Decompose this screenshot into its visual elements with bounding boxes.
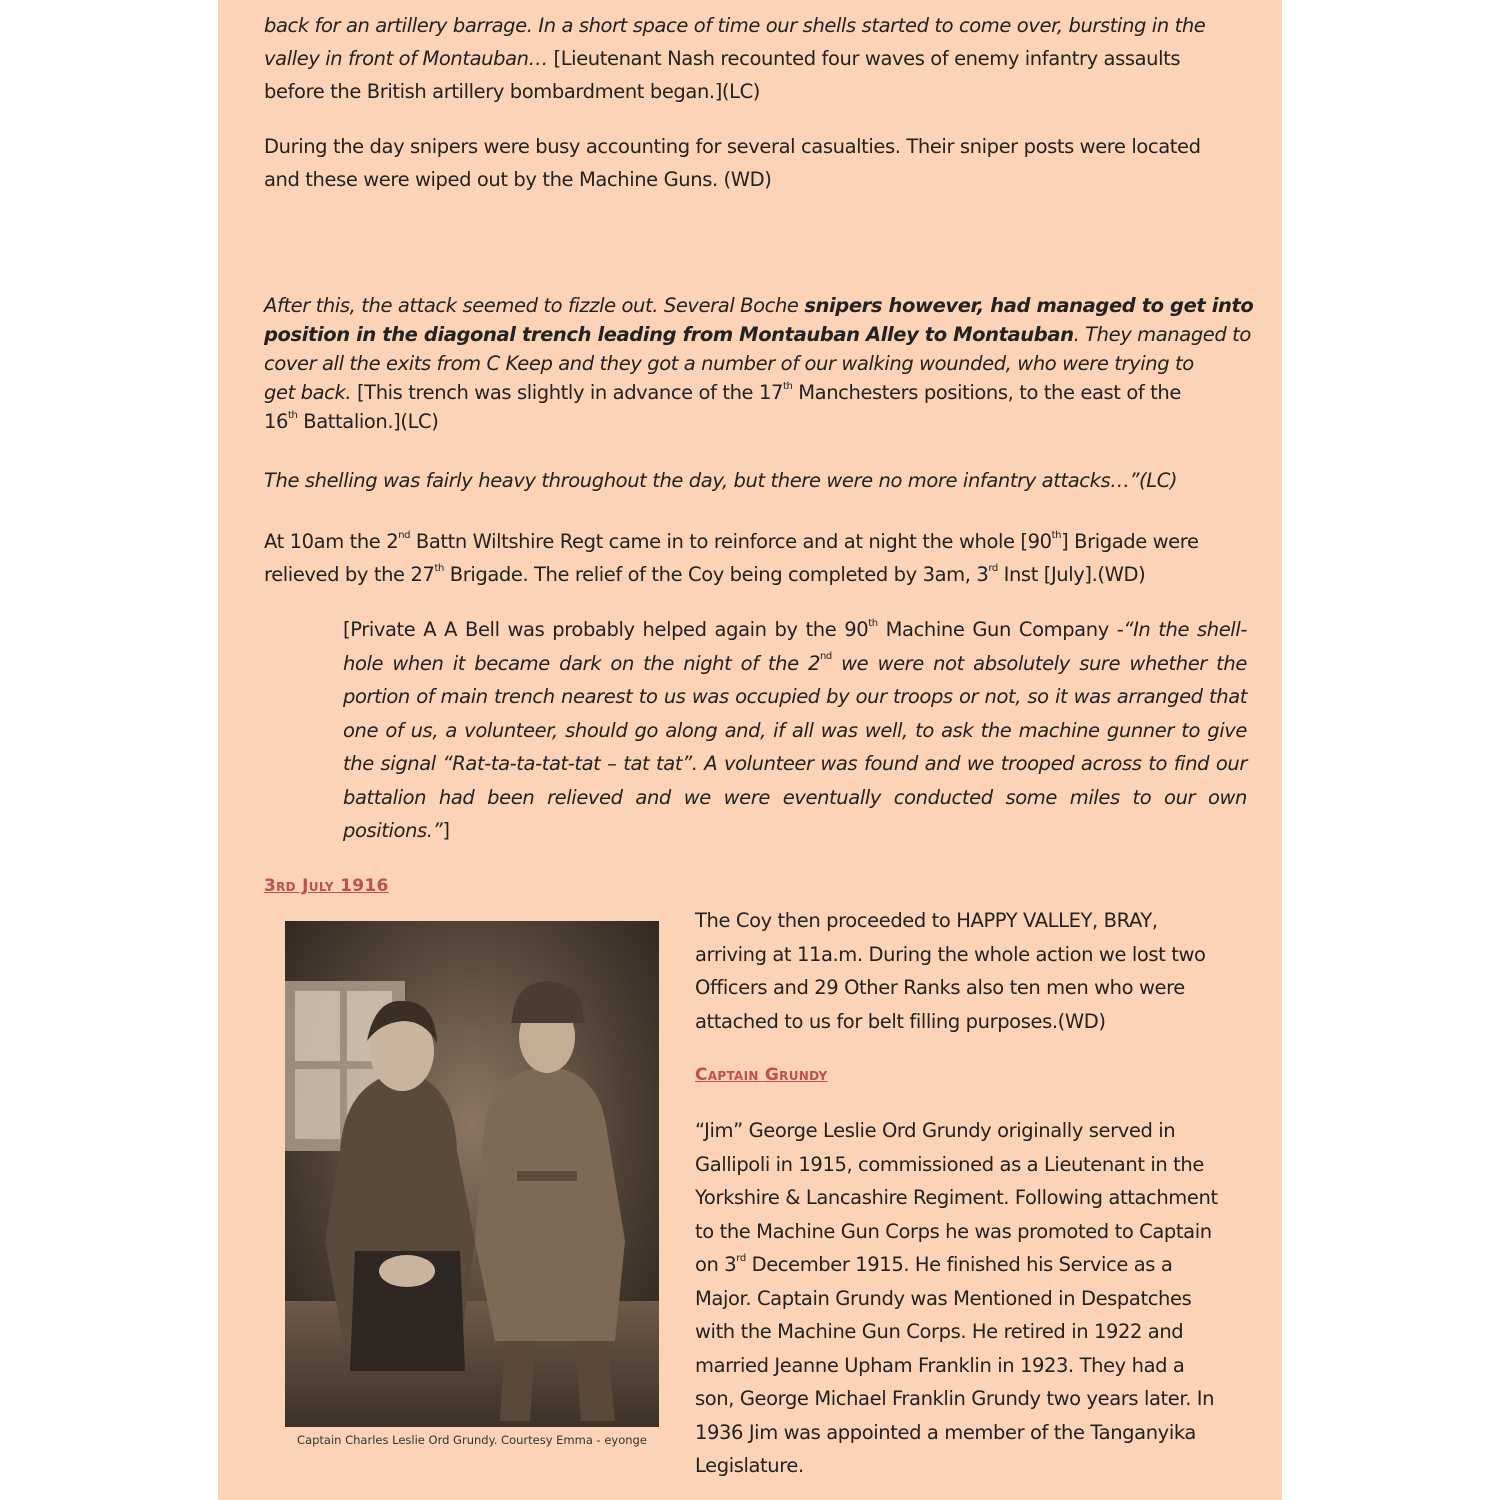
section-heading-date: 3rd July 1916 — [264, 876, 389, 896]
paragraph-grundy-bio: “Jim” George Leslie Ord Grundy originally served in Gallipoli in 1915, commissioned as a Lieutenant in the Yorkshire & Lancashire Regiment. Following attachment to the Machine Gun Corps he was promoted to Captain on 3rd December 1915. He finished his Service as a Major. Captain Grundy was Mentioned in Despatches with the Machine Gun Corps. He retired in 1922 and married Jeanne Upham Franklin in 1923. They had a son, George Michael Franklin Grundy two years later. In 1936 Jim was appointed a member of the Tanganyika Legislature. — [695, 1119, 1218, 1477]
paragraph-shelling: The shelling was fairly heavy throughout the day, but there were no more infantry attacks…”(LC) — [264, 469, 1178, 492]
paragraph-attack-fizzle: After this, the attack seemed to fizzle out. Several Boche snipers however, had managed to get into position in the diagonal trench leading from Montauban Alley to Montauban. They managed to cover all the exits from C Keep and they got a number of our walking wounded, who were trying to get back. [This trench was slightly in advance of the 17th Manchesters positions, to the east of the 16th Battalion.](LC) — [264, 294, 1254, 433]
paragraph-barrage: back for an artillery barrage. In a short space of time our shells started to come over, bursting in the valley in front of Montauban… [Lieutenant Nash recounted four waves of enemy infantry assaults before the British artillery bombardment began.](LC) — [264, 14, 1206, 103]
section-heading-captain: Captain Grundy — [695, 1065, 828, 1085]
paragraph-snipers: During the day snipers were busy accounting for several casualties. Their sniper posts were located and these were wiped out by the Machine Guns. (WD) — [264, 135, 1201, 191]
photo-caption: Captain Charles Leslie Ord Grundy. Courtesy Emma - eyonge — [297, 1433, 647, 1447]
portrait-photo — [285, 921, 659, 1427]
paragraph-happy-valley: The Coy then proceeded to HAPPY VALLEY, BRAY, arriving at 11a.m. During the whole action we lost two Officers and 29 Other Ranks also ten men who were attached to us for belt filling purposes.(WD) — [695, 909, 1206, 1033]
portrait-photo-illustration — [285, 921, 659, 1427]
paragraph-reinforce: At 10am the 2nd Battn Wiltshire Regt came in to reinforce and at night the whole [90th] Brigade were relieved by the 27th Brigade. The relief of the Coy being completed by 3am, 3rd Inst [July].(WD) — [264, 529, 1199, 586]
block-quote-bell: [Private A A Bell was probably helped again by the 90th Machine Gun Company -“In the shell-hole when it became dark on the night of the 2nd we were not absolutely sure whether the portion of main trench nearest to us was occupied by our troops or not, so it was arranged that one of us, a volunteer, should go along and, if all was well, to ask the machine gunner to give the signal “Rat-ta-ta-tat-tat – tat tat”. A volunteer was found and we trooped across to find our battalion had been relieved and we were eventually conducted some miles to our own positions.”] — [343, 617, 1247, 842]
document-page — [218, 0, 1282, 1500]
